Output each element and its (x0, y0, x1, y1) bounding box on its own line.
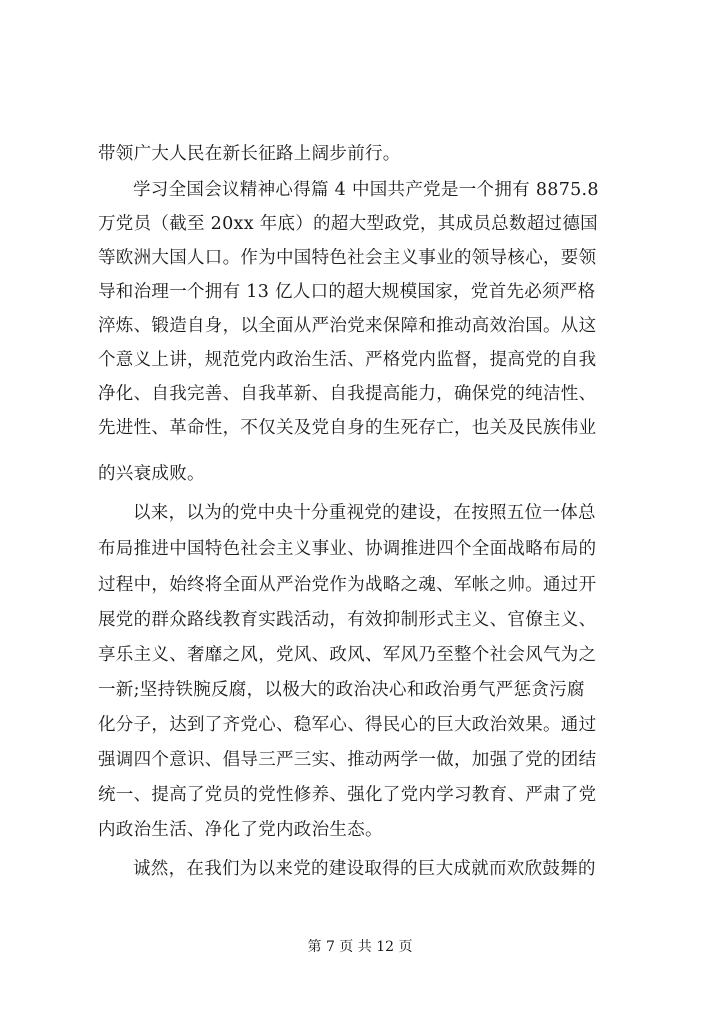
text-line: 展党的群众路线教育实践活动，有效抑制形式主义、官僚主义、 (98, 610, 597, 630)
paragraph-start-line: 学习全国会议精神心得篇 4 中国共产党是一个拥有 8875.8 (133, 180, 599, 200)
text-line: 强调四个意识、倡导三严三实、推动两学一做，加强了党的团结 (98, 750, 597, 770)
text-line: 内政治生活、净化了党内政治生态。 (98, 820, 383, 840)
paragraph-start-line: 以来，以为的党中央十分重视党的建设，在按照五位一体总 (133, 503, 596, 523)
text-line: 一新;坚持铁腕反腐，以极大的政治决心和政治勇气严惩贪污腐 (98, 680, 585, 700)
text-line: 布局推进中国特色社会主义事业、协调推进四个全面战略布局的 (98, 539, 597, 559)
text-line: 净化、自我完善、自我革新、自我提高能力，确保党的纯洁性、 (98, 384, 597, 404)
page-number-footer: 第 7 页 共 12 页 (307, 939, 413, 955)
text-line: 个意义上讲，规范党内政治生活、严格党内监督，提高党的自我 (98, 350, 597, 370)
paragraph-start-line: 诚然，在我们为以来党的建设取得的巨大成就而欢欣鼓舞的 (133, 859, 596, 879)
text-line: 统一、提高了党员的党性修养、强化了党内学习教育、严肃了党 (98, 785, 597, 805)
text-line: 带领广大人民在新长征路上阔步前行。 (98, 144, 401, 164)
text-line: 淬炼、锻造自身，以全面从严治党来保障和推动高效治国。从这 (98, 316, 597, 336)
text-line: 享乐主义、奢靡之风，党风、政风、军风乃至整个社会风气为之 (98, 645, 597, 665)
text-line: 等欧洲大国人口。作为中国特色社会主义事业的领导核心，要领 (98, 248, 597, 268)
text-line: 导和治理一个拥有 13 亿人口的超大规模国家，党首先必须严格 (98, 282, 596, 302)
text-line: 过程中，始终将全面从严治党作为战略之魂、军帐之帅。通过开 (98, 575, 597, 595)
text-line: 化分子，达到了齐党心、稳军心、得民心的巨大政治效果。通过 (98, 715, 597, 735)
text-line: 先进性、革命性，不仅关及党自身的生死存亡，也关及民族伟业 (98, 418, 597, 438)
text-line: 的兴衰成败。 (98, 464, 205, 484)
text-line: 万党员（截至 20xx 年底）的超大型政党，其成员总数超过德国 (98, 214, 598, 234)
